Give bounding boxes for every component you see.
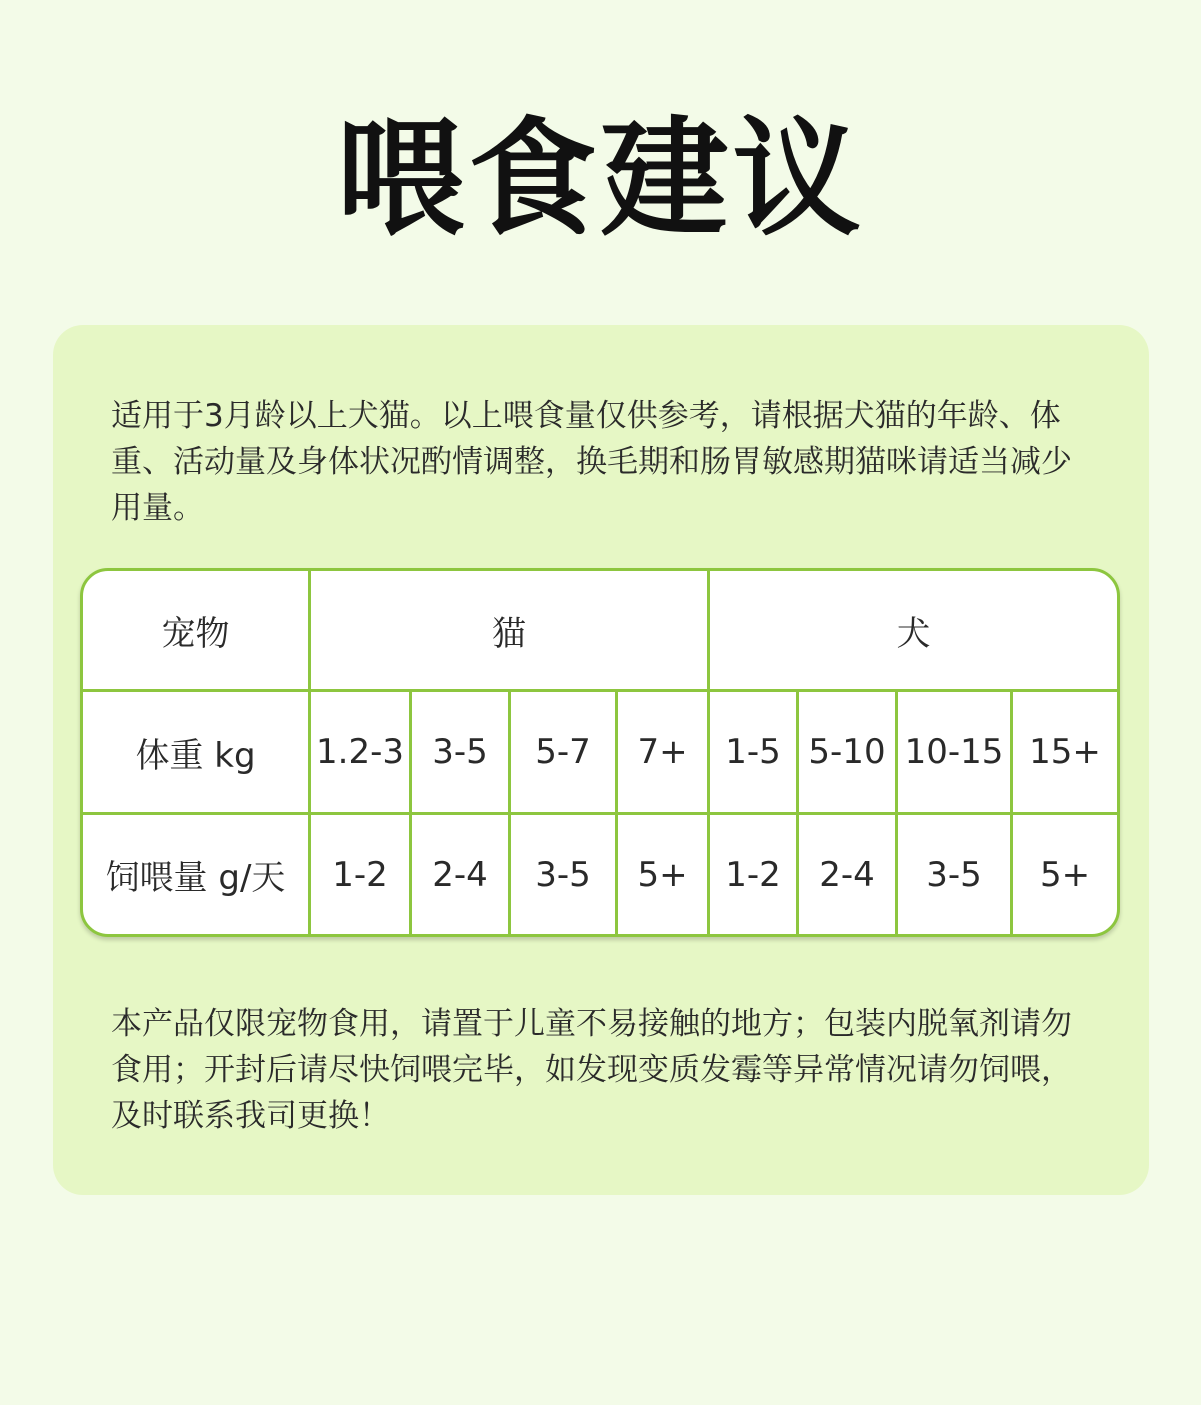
header-dog: 犬 (896, 613, 931, 654)
feed-cat-cell: 2-4 (432, 854, 488, 895)
weight-cat-cell: 5-7 (535, 732, 591, 772)
weight-cat-cell: 3-5 (432, 732, 488, 772)
table-divider (895, 689, 898, 934)
page-title: 喂食建议 (336, 105, 865, 254)
table-divider (707, 571, 710, 934)
notice-text: 本产品仅限宠物食用，请置于儿童不易接触的地方；包装内脱氧剂请勿食用；开封后请尽快饲喂完毕，如发现变质发霉等异常情况请勿饲喂，及时联系我司更换！ (111, 1006, 1072, 1134)
feed-dog-cell: 1-2 (725, 854, 781, 895)
table-divider (1010, 689, 1013, 934)
feed-dog-cell: 5+ (1039, 854, 1091, 895)
weight-dog-cell: 5-10 (808, 732, 886, 772)
feed-cat-cell: 1-2 (332, 854, 388, 895)
header-cat: 猫 (492, 613, 526, 654)
weight-dog-cell: 1-5 (725, 732, 781, 772)
feed-dog-cell: 2-4 (819, 854, 875, 895)
table-divider (615, 689, 618, 934)
intro-text: 适用于3月龄以上犬猫。以上喂食量仅供参考，请根据犬猫的年龄、体重、活动量及身体状况酌情调整，换毛期和肠胃敏感期猫咪请适当减少用量。 (111, 398, 1072, 526)
feed-dog-cell: 3-5 (926, 854, 982, 895)
table-divider (796, 689, 799, 934)
feed-cat-cell: 5+ (637, 854, 688, 895)
table-divider (83, 689, 1117, 692)
feed-cat-cell: 3-5 (535, 854, 591, 895)
weight-cat-cell: 1.2-3 (316, 732, 404, 772)
weight-row-label: 体重 kg (135, 735, 256, 776)
weight-cat-cell: 7+ (637, 732, 688, 772)
table-divider (308, 571, 311, 934)
table-divider (83, 812, 1117, 815)
feeding-card (53, 325, 1149, 1195)
header-pet-label: 宠物 (161, 613, 230, 654)
weight-dog-cell: 10-15 (904, 732, 1004, 772)
weight-dog-cell: 15+ (1029, 732, 1101, 772)
feeding-table (80, 568, 1120, 937)
feed-row-label: 饲喂量 g/天 (105, 858, 286, 898)
table-divider (508, 689, 511, 934)
table-divider (409, 689, 412, 934)
